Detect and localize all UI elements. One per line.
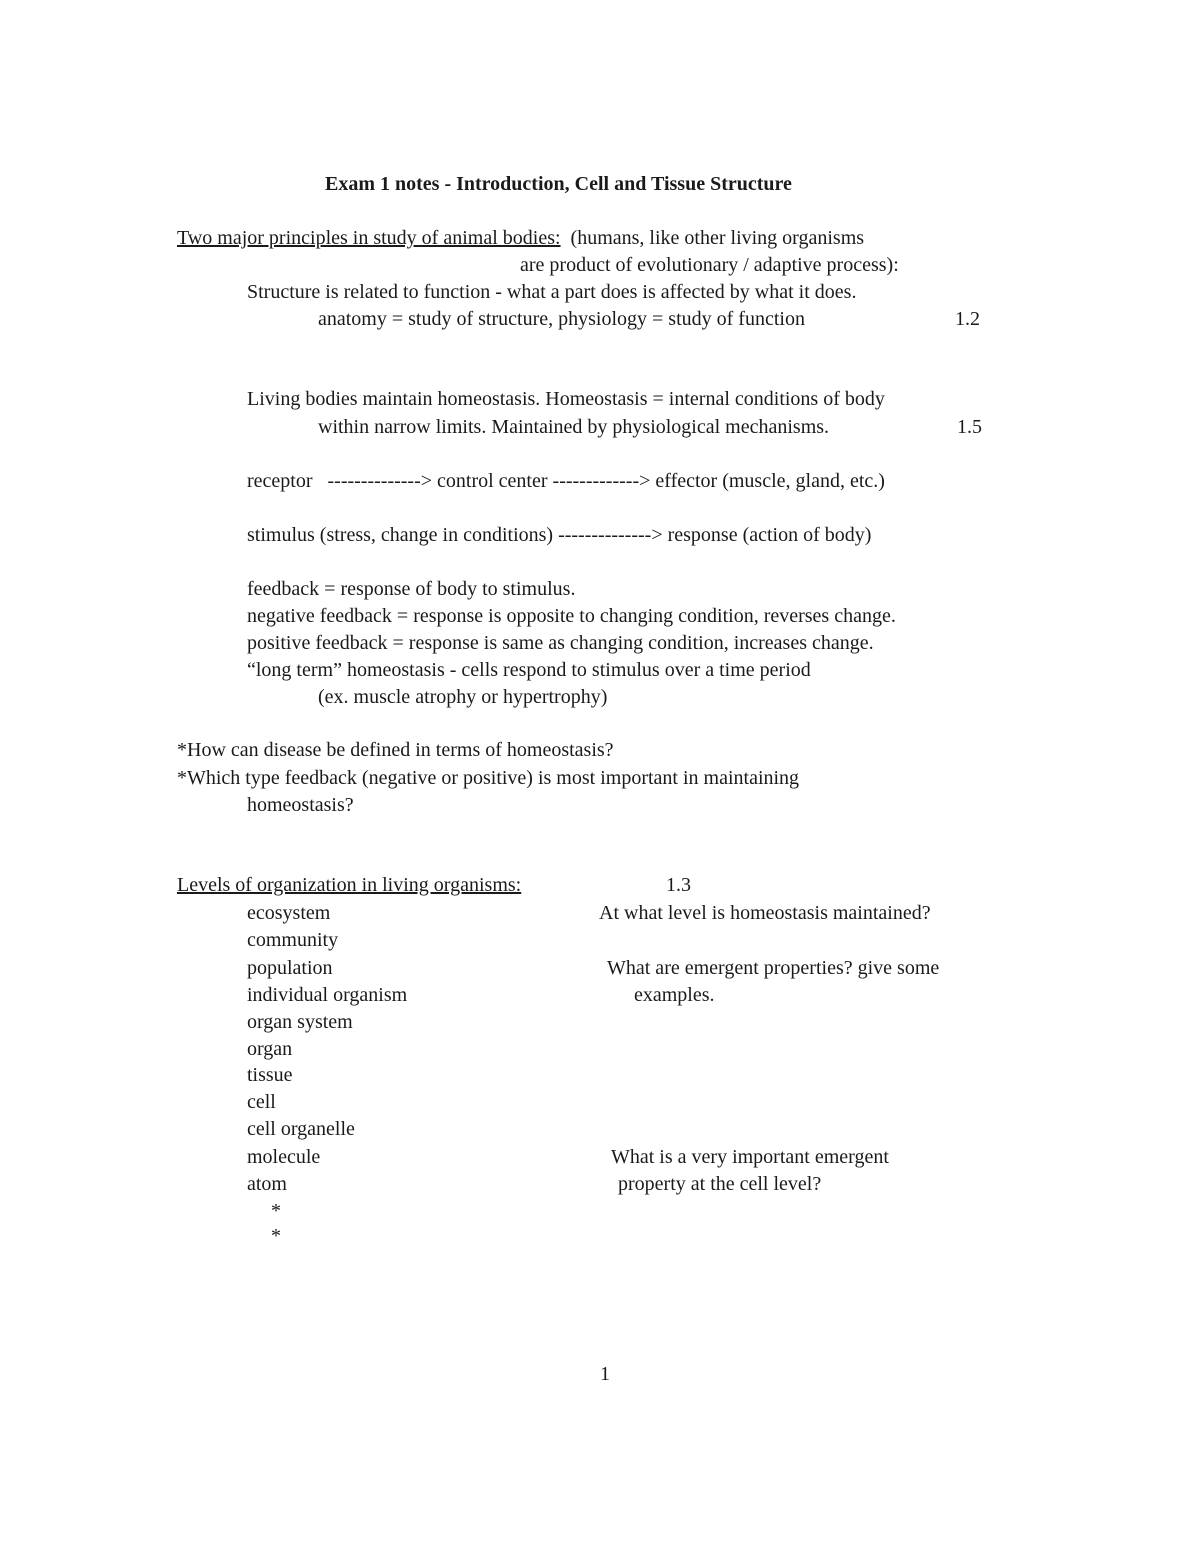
stimulus-line: stimulus (stress, change in conditions) --------------> response (action of body) (247, 524, 872, 546)
levels-heading: Levels of organization in living organisms: (177, 874, 522, 896)
side-question-2b: examples. (634, 984, 715, 1006)
page-title: Exam 1 notes - Introduction, Cell and Tissue Structure (325, 173, 792, 195)
level-item: community (247, 929, 339, 951)
level-item: population (247, 957, 333, 979)
negative-feedback-text: negative feedback = response is opposite to changing condition, reverses change. (247, 605, 896, 627)
homeostasis-cont: within narrow limits. Maintained by physiological mechanisms. (318, 416, 830, 438)
principles-heading-line (177, 228, 864, 248)
level-item: cell (247, 1091, 276, 1113)
homeostasis-ref: 1.5 (957, 416, 982, 438)
level-item-asterisk: * (271, 1200, 281, 1222)
level-item: ecosystem (247, 902, 331, 924)
level-item: cell organelle (247, 1118, 355, 1140)
long-term-text: “long term” homeostasis - cells respond to stimulus over a time period (247, 659, 811, 681)
principles-heading-cont: are product of evolutionary / adaptive process): (520, 254, 899, 276)
anatomy-ref: 1.2 (955, 308, 980, 330)
level-item: individual organism (247, 984, 408, 1006)
principles-heading-rest: (humans, like other living organisms (570, 227, 865, 249)
structure-text: Structure is related to function - what a part does is affected by what it does. (247, 281, 857, 303)
feedback-text: feedback = response of body to stimulus. (247, 578, 576, 600)
page-number: 1 (600, 1363, 610, 1385)
question-1: *How can disease be defined in terms of homeostasis? (177, 739, 614, 761)
level-item: organ (247, 1038, 293, 1060)
principles-heading: Two major principles in study of animal bodies: (177, 227, 561, 249)
level-item: tissue (247, 1064, 293, 1086)
side-question-3a: What is a very important emergent (611, 1146, 889, 1168)
question-2: *Which type feedback (negative or positive) is most important in maintaining (177, 767, 800, 789)
receptor-line: receptor --------------> control center -------------> effector (muscle, gland, etc.) (247, 470, 885, 492)
levels-ref: 1.3 (666, 874, 691, 896)
side-question-1: At what level is homeostasis maintained? (599, 902, 931, 924)
level-item: atom (247, 1173, 287, 1195)
homeostasis-text: Living bodies maintain homeostasis. Homeostasis = internal conditions of body (247, 388, 885, 410)
side-question-2a: What are emergent properties? give some (607, 957, 940, 979)
anatomy-text: anatomy = study of structure, physiology = study of function (318, 308, 805, 330)
positive-feedback-text: positive feedback = response is same as changing condition, increases change. (247, 632, 874, 654)
question-2-cont: homeostasis? (247, 794, 354, 816)
level-item: organ system (247, 1011, 353, 1033)
long-term-example: (ex. muscle atrophy or hypertrophy) (318, 686, 608, 708)
side-question-3b: property at the cell level? (618, 1173, 822, 1195)
level-item: molecule (247, 1146, 321, 1168)
level-item-asterisk: * (271, 1225, 281, 1247)
